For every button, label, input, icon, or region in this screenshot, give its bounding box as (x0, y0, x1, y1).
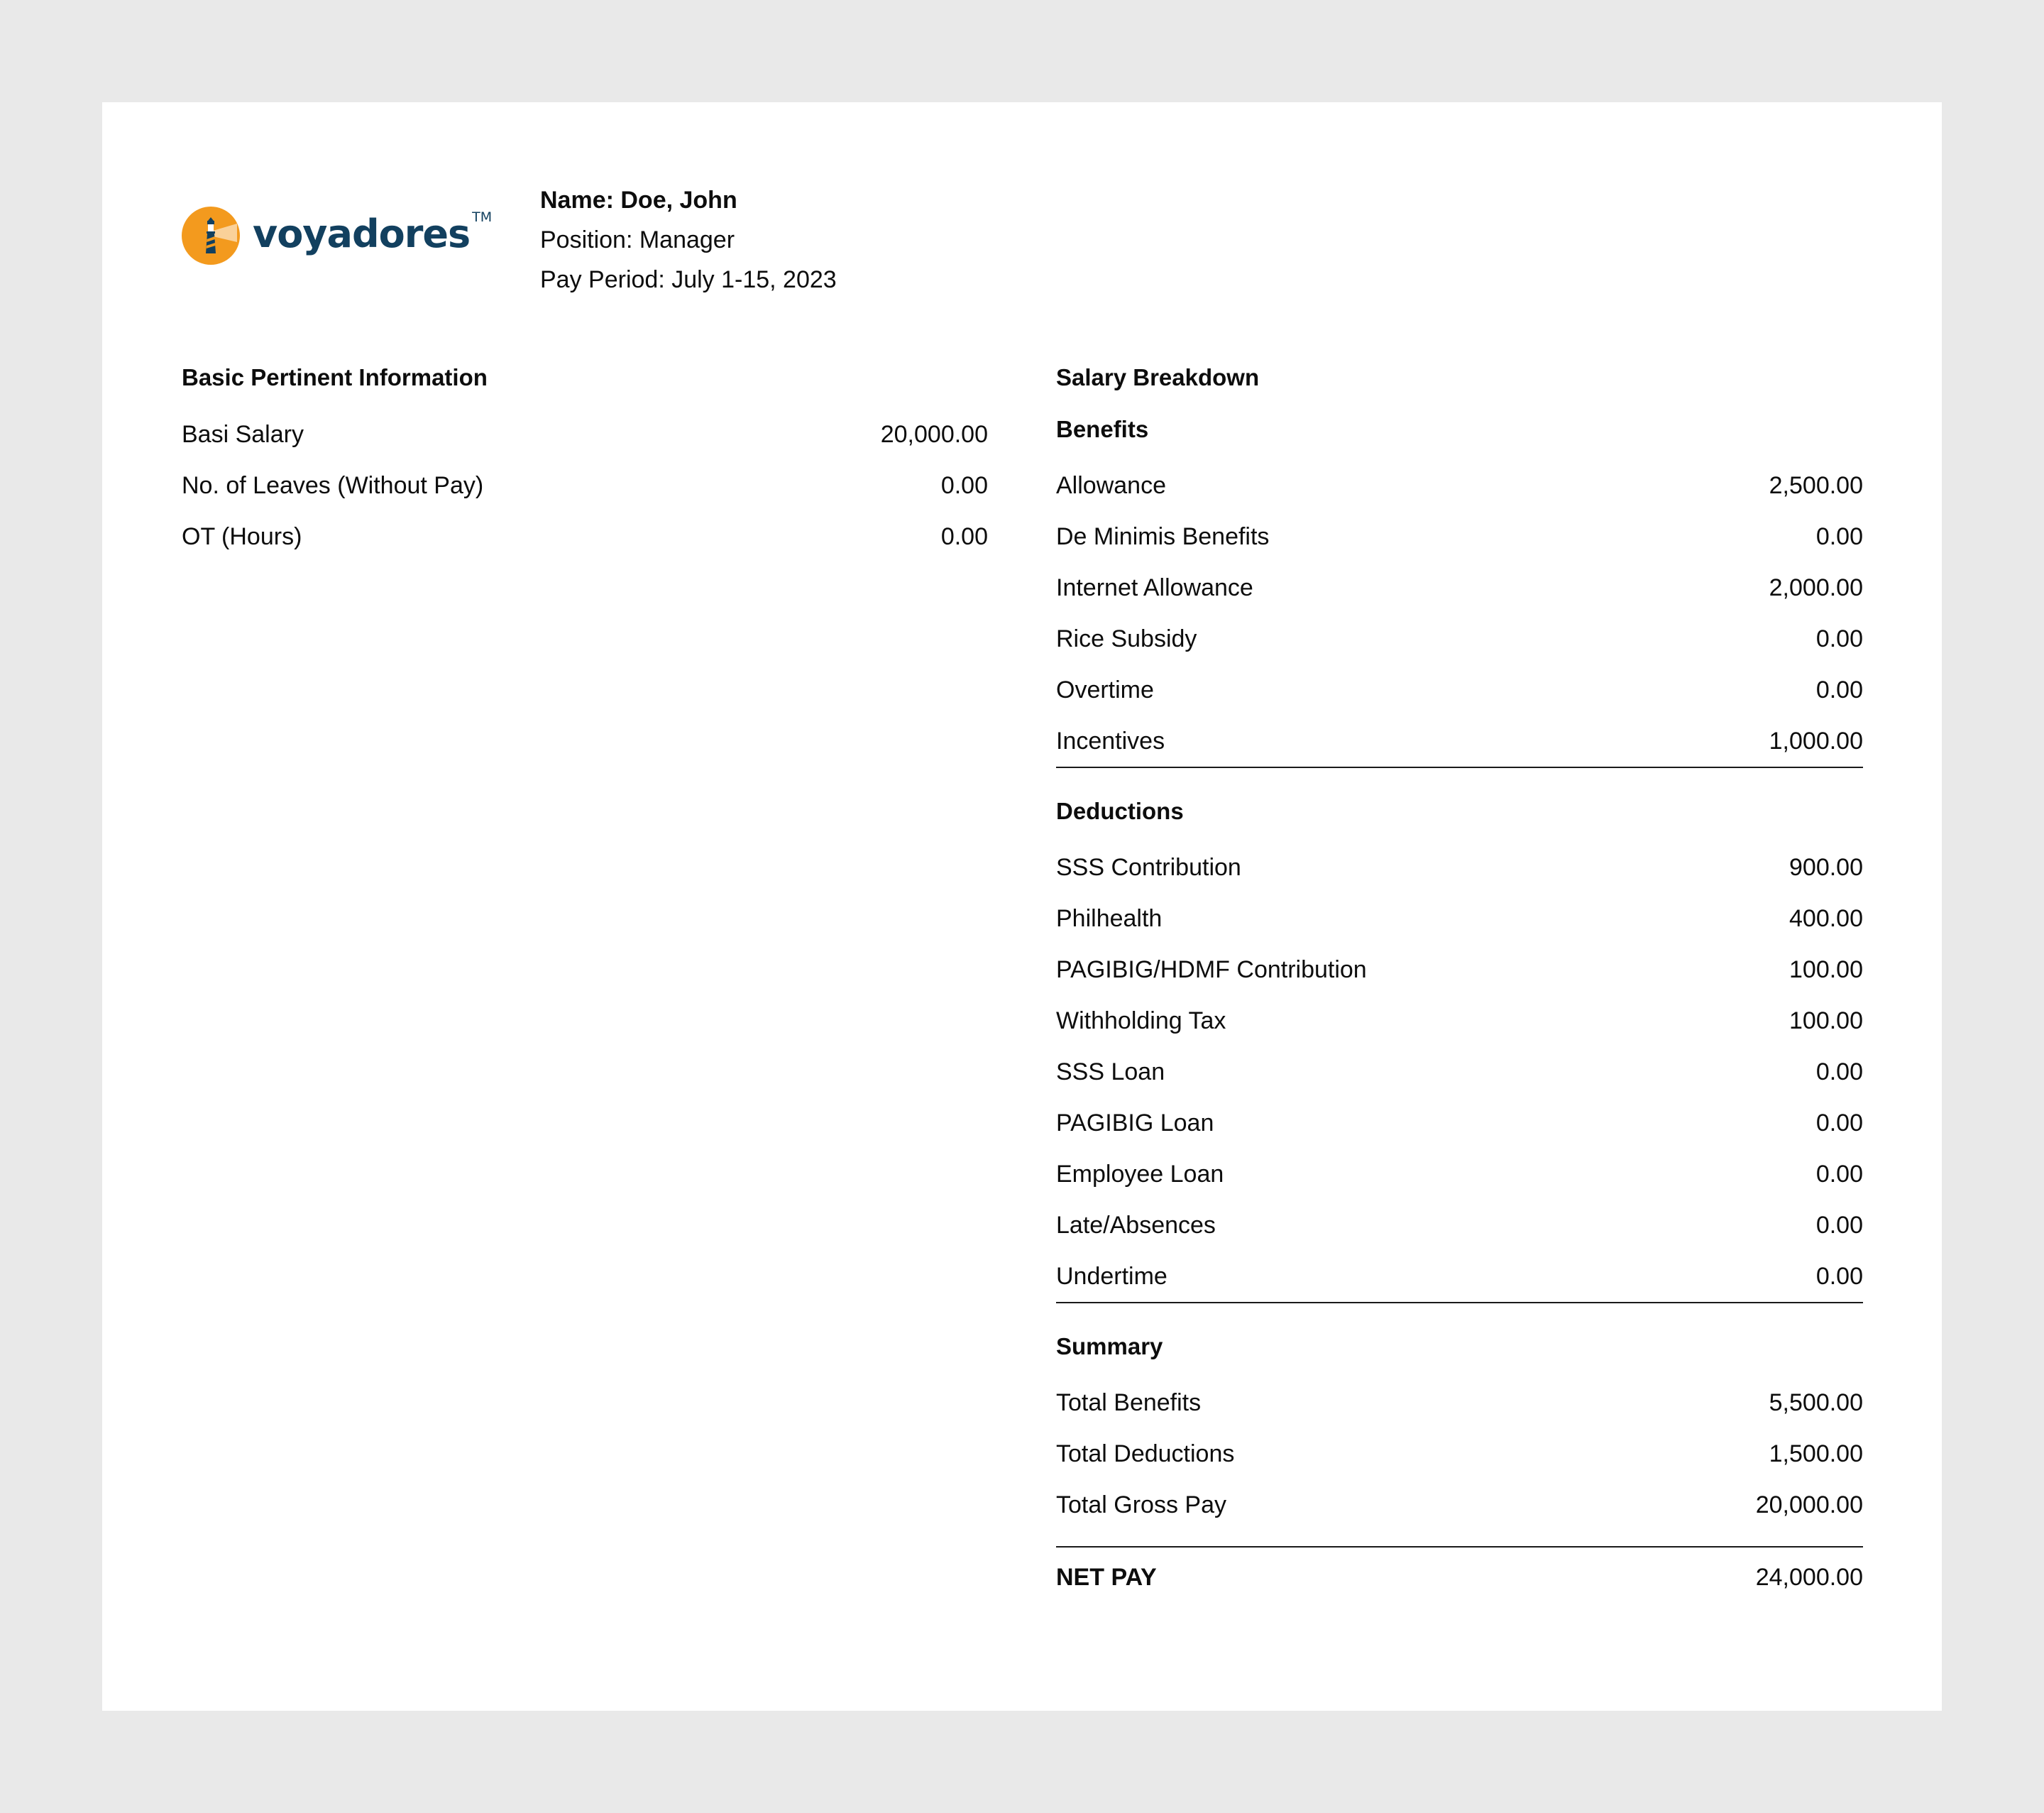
employee-name: Name: Doe, John (540, 187, 737, 214)
row-value: 100.00 (1789, 955, 1863, 983)
benefit-row (1056, 664, 1863, 716)
row-label: SSS Contribution (1056, 853, 1241, 881)
benefits-title: Benefits (1056, 416, 1149, 442)
salary-breakdown-section (1056, 358, 1863, 1607)
deduction-row (1056, 1149, 1863, 1200)
row-value: 0.00 (1815, 1211, 1863, 1239)
basic-info-title: Basic Pertinent Information (182, 364, 488, 390)
summary-row (1056, 1377, 1863, 1428)
section-divider (1056, 767, 1863, 768)
row-value: 0.00 (1815, 625, 1863, 652)
net-pay-label: NET PAY (1056, 1563, 1157, 1591)
summary-title: Summary (1056, 1333, 1163, 1359)
pay-period: Pay Period: July 1-15, 2023 (540, 266, 837, 293)
row-label: Philhealth (1056, 904, 1163, 932)
payslip-sheet (102, 102, 1942, 1711)
employee-info (540, 180, 837, 300)
row-value: 2,000.00 (1769, 574, 1863, 601)
row-value: 0.00 (1815, 1262, 1863, 1290)
benefit-row (1056, 716, 1863, 767)
salary-breakdown-title: Salary Breakdown (1056, 364, 1260, 390)
row-label: Overtime (1056, 676, 1154, 703)
row-value: 900.00 (1789, 853, 1863, 881)
row-value: 20,000.00 (1755, 1491, 1863, 1518)
row-value: 0.00 (940, 522, 988, 550)
section-divider (1056, 1302, 1863, 1303)
summary-row (1056, 1428, 1863, 1479)
row-value: 20,000.00 (880, 420, 988, 448)
benefit-row (1056, 511, 1863, 562)
row-label: Incentives (1056, 727, 1165, 755)
row-label: Internet Allowance (1056, 574, 1253, 601)
row-label: Undertime (1056, 1262, 1167, 1290)
deduction-row (1056, 1251, 1863, 1302)
row-label: Rice Subsidy (1056, 625, 1197, 652)
deduction-row (1056, 1046, 1863, 1097)
lighthouse-logo-icon (182, 207, 240, 265)
row-value: 1,500.00 (1769, 1440, 1863, 1467)
basic-info-section (182, 358, 988, 562)
company-logo (182, 206, 492, 265)
row-value: 1,000.00 (1769, 727, 1863, 755)
row-label: Withholding Tax (1056, 1007, 1226, 1034)
row-value: 0.00 (1815, 1160, 1863, 1188)
row-value: 0.00 (1815, 522, 1863, 550)
row-value: 2,500.00 (1769, 471, 1863, 499)
net-pay-row (1056, 1548, 1863, 1607)
row-label: SSS Loan (1056, 1058, 1165, 1085)
row-label: PAGIBIG Loan (1056, 1109, 1214, 1136)
deduction-row (1056, 842, 1863, 893)
net-pay-value: 24,000.00 (1755, 1563, 1863, 1591)
row-label: Total Deductions (1056, 1440, 1235, 1467)
row-label: Basi Salary (182, 420, 304, 448)
row-label: OT (Hours) (182, 522, 302, 550)
deduction-row (1056, 944, 1863, 995)
deduction-row (1056, 1097, 1863, 1149)
row-label: De Minimis Benefits (1056, 522, 1270, 550)
summary-row (1056, 1479, 1863, 1530)
benefit-row (1056, 613, 1863, 664)
row-label: Total Gross Pay (1056, 1491, 1226, 1518)
trademark-symbol: TM (472, 209, 493, 225)
row-label: PAGIBIG/HDMF Contribution (1056, 955, 1367, 983)
benefit-row (1056, 562, 1863, 613)
row-label: Total Benefits (1056, 1388, 1202, 1416)
deduction-row (1056, 995, 1863, 1046)
benefit-row (1056, 460, 1863, 511)
deduction-row (1056, 1200, 1863, 1251)
basic-info-row (182, 409, 988, 460)
row-value: 0.00 (1815, 676, 1863, 703)
row-label: Late/Absences (1056, 1211, 1216, 1239)
deduction-row (1056, 893, 1863, 944)
row-label: No. of Leaves (Without Pay) (182, 471, 484, 499)
row-value: 0.00 (1815, 1058, 1863, 1085)
row-label: Allowance (1056, 471, 1166, 499)
row-label: Employee Loan (1056, 1160, 1224, 1188)
basic-info-row (182, 460, 988, 511)
brand-name: voyadores (253, 212, 471, 256)
employee-position: Position: Manager (540, 226, 735, 253)
row-value: 0.00 (1815, 1109, 1863, 1136)
row-value: 400.00 (1789, 904, 1863, 932)
row-value: 0.00 (940, 471, 988, 499)
row-value: 5,500.00 (1769, 1388, 1863, 1416)
row-value: 100.00 (1789, 1007, 1863, 1034)
deductions-title: Deductions (1056, 798, 1184, 824)
basic-info-row (182, 511, 988, 562)
